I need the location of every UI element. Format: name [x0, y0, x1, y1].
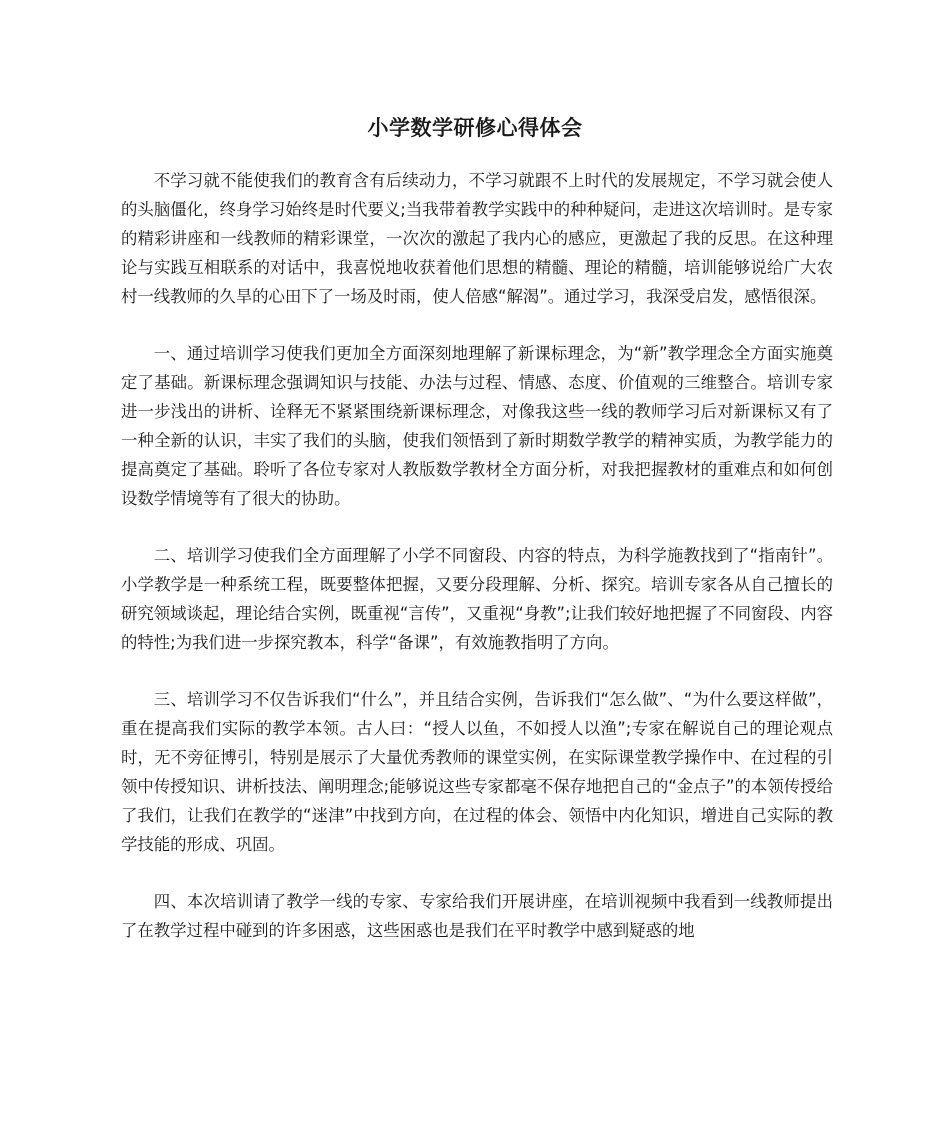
paragraph-intro: 不学习就不能使我们的教育含有后续动力，不学习就跟不上时代的发展规定，不学习就会使人的头脑僵化，终身学习始终是时代要义;当我带着教学实践中的种种疑问，走进这次培训时。是专家的精彩讲座和一线教师的精彩课堂，一次次的激起了我内心的感应，更激起了我的反思。在这种理论与实践互相联系的对话中，我喜悦地收获着他们思想的精髓、理论的精髓，培训能够说给广大农村一线教师的久旱的心田下了一场及时雨，使人倍感“解渴”。通过学习，我深受启发，感悟很深。 [121, 171, 833, 306]
paragraph-point-2: 二、培训学习使我们全方面理解了小学不同窗段、内容的特点，为科学施教找到了“指南针”。小学教学是一种系统工程，既要整体把握，又要分段理解、分析、探究。培训专家各从自己擅长的研究领域谈起，理论结合实例，既重视“言传”，又重视“身教”;让我们较好地把握了不同窗段、内容的特性;为我们进一步探究教本，科学“备课”，有效施教指明了方向。 [121, 546, 833, 652]
document-title: 小学数学研修心得体会 [367, 116, 583, 141]
paragraph-point-3: 三、培训学习不仅告诉我们“什么”，并且结合实例，告诉我们“怎么做”、“为什么要这样做”，重在提高我们实际的教学本领。古人曰：“授人以鱼，不如授人以渔”;专家在解说自己的理论观点时，无不旁征博引，特别是展示了大量优秀教师的课堂实例，在实际课堂教学操作中、在过程的引领中传授知识、讲析技法、阐明理念;能够说这些专家都毫不保存地把自己的“金点子”的本领传授给了我们，让我们在教学的“迷津”中找到方向，在过程的体会、领悟中内化知识，增进自己实际的教学技能的形成、巩固。 [121, 690, 833, 854]
document-body [121, 166, 833, 973]
paragraph-point-4: 四、本次培训请了教学一线的专家、专家给我们开展讲座，在培训视频中我看到一线教师提出了在教学过程中碰到的许多困惑，这些困惑也是我们在平时教学中感到疑惑的地 [121, 892, 833, 940]
paragraph-point-1: 一、通过培训学习使我们更加全方面深刻地理解了新课标理念，为“新”教学理念全方面实施奠定了基础。新课标理念强调知识与技能、办法与过程、情感、态度、价值观的三维整合。培训专家进一步浅出的讲析、诠释无不紧紧围绕新课标理念，对像我这些一线的教师学习后对新课标又有了一种全新的认识，丰实了我们的头脑，使我们领悟到了新时期数学教学的精神实质，为教学能力的提高奠定了基础。聆听了各位专家对人教版数学教材全方面分析，对我把握教材的重难点和如何创设数学情境等有了很大的协助。 [121, 344, 833, 508]
